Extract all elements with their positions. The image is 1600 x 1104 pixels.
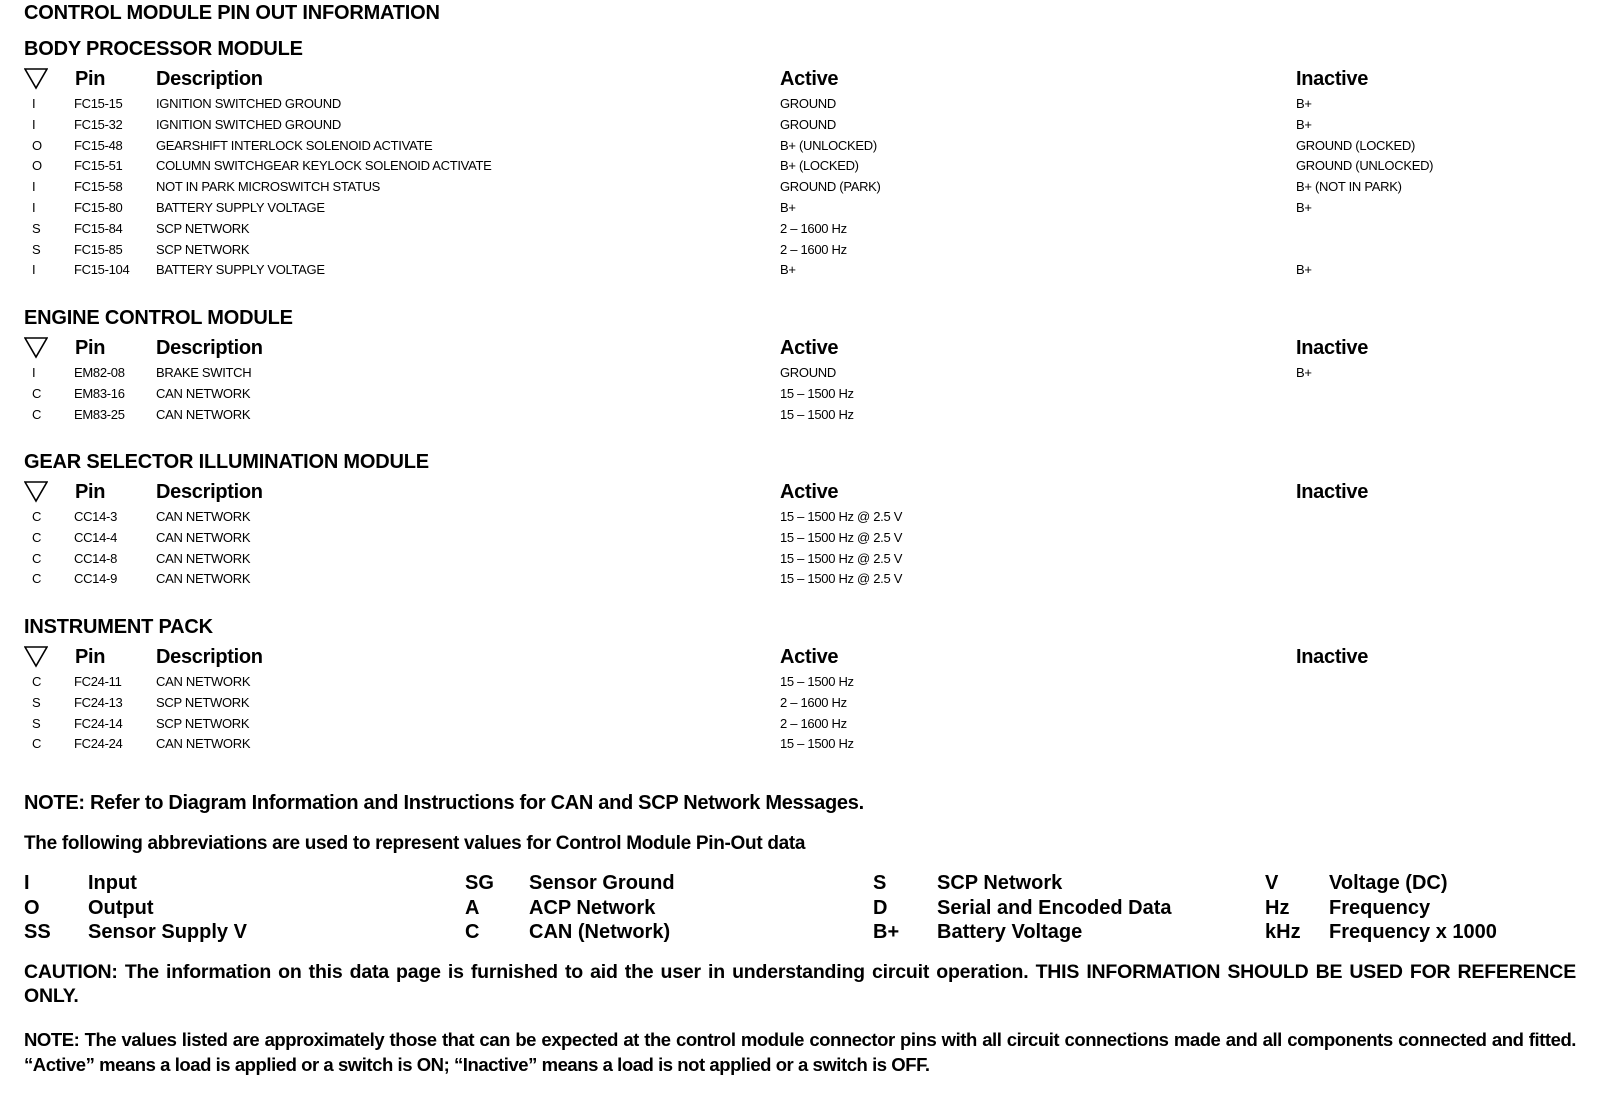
pin-description: SCP NETWORK [156, 241, 250, 257]
inactive-value: GROUND (UNLOCKED) [1296, 158, 1434, 174]
inactive-value: B+ [1296, 96, 1312, 111]
abbreviation-value: Battery Voltage [937, 921, 1083, 943]
header-description: Description [156, 646, 263, 668]
pin-type: C [32, 509, 42, 524]
pin-type: S [32, 715, 41, 731]
abbreviation-key: Hz [1265, 896, 1290, 919]
abbreviation-key: C [465, 921, 480, 943]
section-title: ENGINE CONTROL MODULE [24, 307, 293, 329]
pin-description: CAN NETWORK [156, 385, 251, 401]
pin-type: O [32, 158, 42, 174]
abbreviation-value: Voltage (DC) [1329, 872, 1448, 894]
table-row [24, 405, 1584, 426]
abbreviation-key: SG [465, 872, 494, 894]
table-body [24, 94, 1584, 281]
table-body [24, 672, 1584, 755]
pin-type: I [32, 116, 36, 132]
table-row [24, 528, 1584, 549]
section-engine-control-module [24, 303, 1584, 425]
active-value: GROUND [780, 116, 836, 132]
table-header [24, 333, 1584, 363]
pin-id: FC15-58 [74, 179, 123, 195]
inactive-value: B+ [1296, 199, 1312, 215]
pin-type: S [32, 241, 41, 257]
header-description: Description [156, 337, 263, 359]
pin-id: FC15-32 [74, 116, 123, 132]
pin-description: IGNITION SWITCHED GROUND [156, 96, 341, 111]
active-value: 15 – 1500 Hz @ 2.5 V [780, 529, 903, 545]
table-row [24, 115, 1584, 136]
header-active: Active [780, 337, 839, 359]
abbreviation-key: B+ [873, 921, 900, 943]
header-pin: Pin [75, 481, 106, 503]
inactive-value: B+ (NOT IN PARK) [1296, 179, 1402, 195]
active-value: 2 – 1600 Hz [780, 241, 847, 257]
header-inactive: Inactive [1296, 646, 1369, 668]
pin-description: CAN NETWORK [156, 674, 251, 689]
abbreviation-key: D [873, 896, 888, 919]
pin-description: CAN NETWORK [156, 550, 251, 566]
header-description: Description [156, 68, 263, 90]
pin-description: NOT IN PARK MICROSWITCH STATUS [156, 179, 381, 195]
section-gear-selector-illumination-module [24, 447, 1584, 590]
table-row [24, 363, 1584, 384]
abbreviation-value: ACP Network [529, 896, 656, 919]
pin-description: SCP NETWORK [156, 220, 250, 236]
active-value: 15 – 1500 Hz [780, 674, 854, 689]
inactive-value: B+ [1296, 365, 1312, 380]
header-inactive: Inactive [1296, 481, 1369, 503]
abbreviation-key: A [465, 896, 480, 919]
pin-id: EM83-25 [74, 406, 125, 422]
active-value: 15 – 1500 Hz [780, 736, 854, 752]
values-note: NOTE: The values listed are approximately those that can be expected at the control module connector pins with all circuit connections made and all components connected and fitted. “Active” means a load is applied or a switch is ON; “Inactive” means a load is not applied or a switch is OFF. [24, 1029, 1576, 1075]
table-row [24, 94, 1584, 115]
table-row [24, 156, 1584, 177]
table-row [24, 549, 1584, 570]
inactive-value: B+ [1296, 262, 1312, 278]
abbreviations-intro: The following abbreviations are used to represent values for Control Module Pin-Out data [24, 833, 806, 854]
table-row [24, 714, 1584, 735]
table-row [24, 384, 1584, 405]
header-description: Description [156, 481, 263, 503]
active-value: 15 – 1500 Hz [780, 385, 854, 401]
pin-id: FC24-13 [74, 694, 123, 710]
header-pin: Pin [75, 68, 106, 90]
pin-id: FC24-14 [74, 715, 123, 731]
active-value: 2 – 1600 Hz [780, 694, 847, 710]
active-value: 2 – 1600 Hz [780, 220, 847, 236]
table-row [24, 240, 1584, 261]
pin-type: O [32, 137, 42, 153]
pin-id: EM82-08 [74, 365, 125, 380]
pin-type: C [32, 406, 42, 422]
table-header [24, 477, 1584, 507]
pin-description: CAN NETWORK [156, 509, 251, 524]
abbreviation-value: Sensor Supply V [88, 921, 247, 943]
header-pin: Pin [75, 337, 106, 359]
abbreviation-key: I [24, 872, 30, 894]
pin-type: C [32, 550, 42, 566]
active-value: GROUND [780, 96, 836, 111]
pin-description: COLUMN SWITCHGEAR KEYLOCK SOLENOID ACTIVATE [156, 158, 492, 174]
network-note: NOTE: Refer to Diagram Information and Instructions for CAN and SCP Network Messages. [24, 792, 864, 814]
table-body [24, 363, 1584, 425]
pin-id: FC15-80 [74, 199, 123, 215]
table-body [24, 507, 1584, 590]
page-title: CONTROL MODULE PIN OUT INFORMATION [24, 2, 440, 24]
pin-type: I [32, 96, 36, 111]
header-active: Active [780, 68, 839, 90]
abbreviation-value: SCP Network [937, 872, 1063, 894]
abbreviation-value: Sensor Ground [529, 872, 675, 894]
pin-type: I [32, 262, 36, 278]
pin-description: BRAKE SWITCH [156, 365, 252, 380]
table-row [24, 136, 1584, 157]
pin-description: SCP NETWORK [156, 694, 250, 710]
pin-type: C [32, 385, 42, 401]
abbreviation-key: V [1265, 872, 1279, 894]
pin-id: FC15-84 [74, 220, 123, 236]
pin-id: FC15-48 [74, 137, 123, 153]
pin-id: EM83-16 [74, 385, 125, 401]
pin-type-triangle-icon [24, 337, 48, 359]
pin-description: CAN NETWORK [156, 529, 251, 545]
pin-description: CAN NETWORK [156, 736, 251, 752]
pin-description: SCP NETWORK [156, 715, 250, 731]
pin-id: CC14-9 [74, 571, 117, 587]
pin-type-triangle-icon [24, 481, 48, 503]
pin-id: FC24-11 [74, 674, 122, 689]
caution-note: CAUTION: The information on this data page is furnished to aid the user in understanding circuit operation. THIS INFORMATION SHOULD BE USED FOR REFERENCE ONLY. [24, 961, 1576, 1007]
pin-type-triangle-icon [24, 68, 48, 90]
abbreviation-value: CAN (Network) [529, 921, 671, 943]
pin-type: I [32, 199, 36, 215]
active-value: B+ (UNLOCKED) [780, 137, 877, 153]
abbreviation-value: Frequency [1329, 896, 1431, 919]
pin-description: CAN NETWORK [156, 571, 251, 587]
pin-description: IGNITION SWITCHED GROUND [156, 116, 341, 132]
table-row [24, 219, 1584, 240]
inactive-value: B+ [1296, 116, 1312, 132]
section-body-processor-module [24, 34, 1584, 281]
table-row [24, 198, 1584, 219]
pin-description: BATTERY SUPPLY VOLTAGE [156, 262, 325, 278]
active-value: B+ (LOCKED) [780, 158, 859, 174]
active-value: 15 – 1500 Hz @ 2.5 V [780, 509, 903, 524]
table-row [24, 734, 1584, 755]
header-inactive: Inactive [1296, 68, 1369, 90]
inactive-value: GROUND (LOCKED) [1296, 137, 1416, 153]
table-header [24, 64, 1584, 94]
table-row [24, 177, 1584, 198]
active-value: B+ [780, 199, 796, 215]
pin-id: FC24-24 [74, 736, 123, 752]
pin-id: FC15-85 [74, 241, 123, 257]
abbreviation-value: Frequency x 1000 [1329, 921, 1497, 943]
header-pin: Pin [75, 646, 106, 668]
pin-description: CAN NETWORK [156, 406, 251, 422]
table-row [24, 260, 1584, 281]
active-value: 15 – 1500 Hz @ 2.5 V [780, 571, 903, 587]
table-row [24, 693, 1584, 714]
section-title: BODY PROCESSOR MODULE [24, 38, 303, 60]
pin-type: S [32, 220, 41, 236]
table-row [24, 672, 1584, 693]
abbreviation-value: Serial and Encoded Data [937, 896, 1172, 919]
abbreviation-value: Output [88, 896, 154, 919]
active-value: 15 – 1500 Hz @ 2.5 V [780, 550, 903, 566]
pin-type: C [32, 674, 42, 689]
abbreviation-key: S [873, 872, 887, 894]
active-value: GROUND (PARK) [780, 179, 881, 195]
active-value: 2 – 1600 Hz [780, 715, 847, 731]
pin-id: CC14-8 [74, 550, 117, 566]
abbreviation-key: SS [24, 921, 51, 943]
pin-id: FC15-51 [74, 158, 123, 174]
pin-description: GEARSHIFT INTERLOCK SOLENOID ACTIVATE [156, 137, 433, 153]
header-active: Active [780, 481, 839, 503]
pin-description: BATTERY SUPPLY VOLTAGE [156, 199, 325, 215]
abbreviation-value: Input [88, 872, 137, 894]
header-inactive: Inactive [1296, 337, 1369, 359]
pin-type: I [32, 179, 36, 195]
section-title: INSTRUMENT PACK [24, 616, 213, 638]
pin-id: CC14-3 [74, 509, 117, 524]
table-header [24, 642, 1584, 672]
pin-type: S [32, 694, 41, 710]
pin-id: CC14-4 [74, 529, 117, 545]
abbreviation-key: kHz [1265, 921, 1301, 943]
pin-id: FC15-104 [74, 262, 130, 278]
active-value: B+ [780, 262, 796, 278]
table-row [24, 507, 1584, 528]
pin-type: C [32, 529, 42, 545]
active-value: GROUND [780, 365, 836, 380]
active-value: 15 – 1500 Hz [780, 406, 854, 422]
pin-id: FC15-15 [74, 96, 123, 111]
pin-type-triangle-icon [24, 646, 48, 668]
abbreviations-legend [24, 871, 1584, 951]
pin-type: C [32, 736, 42, 752]
pin-type: C [32, 571, 42, 587]
pin-type: I [32, 365, 36, 380]
header-active: Active [780, 646, 839, 668]
section-title: GEAR SELECTOR ILLUMINATION MODULE [24, 451, 429, 473]
table-row [24, 569, 1584, 590]
section-instrument-pack [24, 612, 1584, 755]
abbreviation-key: O [24, 896, 40, 919]
